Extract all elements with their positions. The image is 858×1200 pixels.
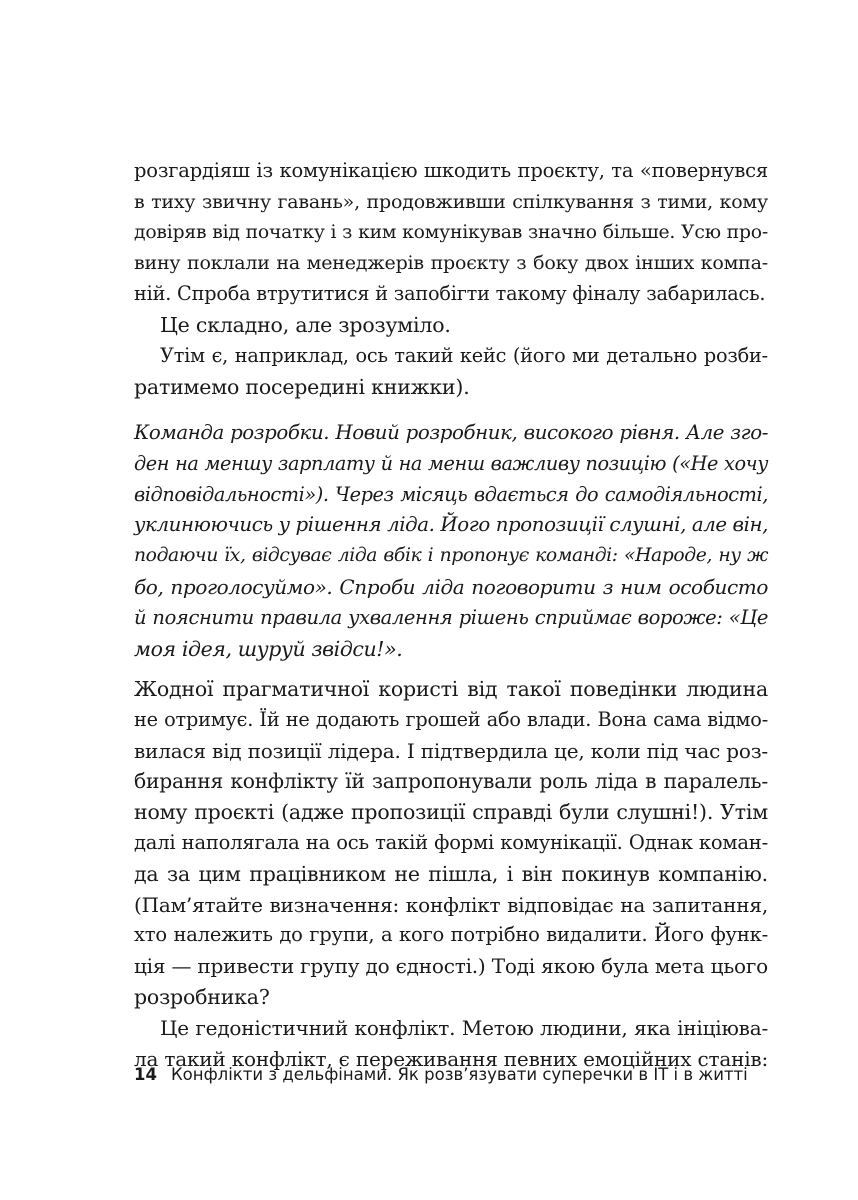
text-line: ратимемо посередині книжки).	[134, 374, 470, 399]
text-line: вилася від позиції лідера. І підтвердила це, коли під час роз-	[134, 738, 768, 763]
text-line: да за цим працівником не пішла, і він покинув компанію.	[134, 861, 768, 886]
running-title: Конфлікти з дельфінами. Як розв’язувати суперечки в ІТ і в житті	[170, 1065, 748, 1084]
quote-line: уклинюючись у рішення ліда. Його пропозиції слушні, але він,	[134, 513, 769, 537]
quote-line: ден на меншу зарплату й на менш важливу позицію («Не хочу	[134, 451, 768, 475]
text-line: розгардіяш із комунікацією шкодить проєкту, та «повернувся	[134, 159, 768, 182]
text-line: не отримує. Їй не додають грошей або влади. Вона сама відмо-	[134, 707, 768, 731]
page-footer	[134, 1064, 768, 1086]
text-line: вину поклали на менеджерів проєкту з боку двох інших компа-	[134, 252, 768, 275]
quote-line: подаючи їх, відсуває ліда вбік і пропонує команді: «Народе, ну ж	[134, 545, 768, 567]
paragraph-1	[134, 156, 768, 310]
case-quote	[134, 418, 768, 664]
quote-line: моя ідея, шуруй звідси!».	[134, 636, 403, 661]
text-block-top	[134, 156, 768, 402]
text-line: розробника?	[134, 984, 270, 1009]
text-line: Жодної прагматичної користі від такої поведінки людина	[134, 677, 768, 701]
paragraph-3	[134, 341, 768, 403]
text-line: далі наполягала на ось такій формі комунікації. Однак коман-	[134, 830, 768, 854]
text-block-bottom	[134, 674, 768, 1074]
text-line: хто належить до групи, а кого потрібно видалити. Його функ-	[134, 923, 768, 947]
text-line: бирання конфлікту їй запропонували роль ліда в паралель-	[134, 769, 768, 794]
text-line: в тиху звичну гавань», продовживши спілкування з тими, кому	[134, 190, 768, 213]
paragraph-2	[134, 310, 768, 341]
text-line: (Пам’ятайте визначення: конфлікт відповідає на запитання,	[134, 892, 768, 917]
text-line: ному проєкті (адже пропозиції справді були слушні!). Утім	[134, 800, 768, 825]
text-line: ція — привести групу до єдності.) Тоді якою була мета цього	[134, 954, 768, 979]
text-line: довіряв від початку і з ким комунікував значно більше. Усю про-	[134, 221, 768, 243]
text-line: Це складно, але зрозуміло.	[160, 312, 451, 337]
quote-line: Команда розробки. Новий розробник, високого рівня. Але зго-	[134, 421, 768, 444]
text-line: ній. Спроба втрутитися й запобігти такому фіналу забарилась.	[134, 282, 766, 306]
quote-line: відповідальності»). Через місяць вдається до самодіяльності,	[134, 482, 768, 506]
text-line: Утім є, наприклад, ось такий кейс (його ми детально розби-	[160, 343, 768, 367]
quote-line: бо, проголосуймо». Спроби ліда поговорити з ним особисто	[134, 574, 768, 599]
text-line: Це гедоністичний конфлікт. Метою людини, яка ініціюва-	[160, 1015, 768, 1040]
page-number: 14	[134, 1065, 157, 1084]
text-line: ла такий конфлікт, є переживання певних емоційних станів:	[134, 1046, 768, 1071]
quote-line: й пояснити правила ухвалення рішень сприймає вороже: «Це	[134, 605, 768, 629]
paragraph-4	[134, 674, 768, 1013]
